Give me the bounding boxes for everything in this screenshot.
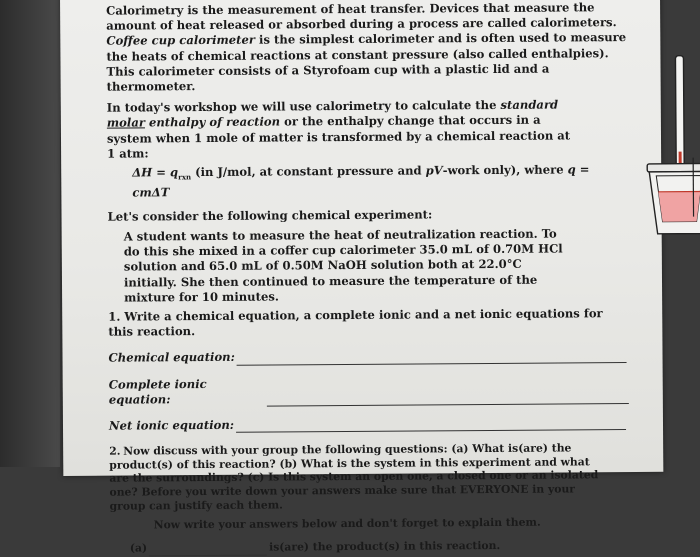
intro-text-1: Calorimetry is the measurement of heat transfer. Devices that measure the amount of heat released or absorbed during a process are called calorimeters.	[106, 0, 617, 33]
workshop-term-standard: standard	[500, 98, 558, 112]
workshop-term-molar: molar	[107, 116, 145, 130]
net-ionic-label: Net ionic equation:	[109, 418, 234, 434]
background-edge	[0, 0, 60, 467]
equation-q: q = cmΔT	[132, 162, 589, 199]
answer-a-text: is(are) the product(s) in this reaction.	[269, 538, 500, 555]
intro-paragraph	[106, 0, 627, 95]
intro-text-2: is the simplest calorimeter and is often used to measure the heats of chemical reactions at constant pressure (also called enthalpies). This calorimeter consists of a Styrofoam cup with a plastic lid and a thermometer.	[106, 30, 626, 93]
workshop-text-1: In today's workshop we will use calorimetry to calculate the	[107, 98, 501, 115]
equation-sub: rxn	[178, 172, 191, 181]
worksheet-page	[60, 0, 663, 476]
question-2	[109, 441, 609, 512]
net-ionic-blank[interactable]	[236, 418, 626, 433]
equation-end: -work only), where	[443, 162, 568, 177]
equation-pv: pV	[426, 163, 443, 177]
worksheet-content	[106, 0, 630, 556]
answer-a-blank[interactable]	[149, 543, 267, 556]
complete-ionic-row	[109, 374, 629, 408]
workshop-paragraph	[107, 98, 577, 162]
enthalpy-equation	[132, 162, 627, 200]
workshop-text-2: or the enthalpy change that occurs in a system when 1 mole of matter is transformed by a chemical reaction at 1 atm:	[107, 113, 570, 160]
consider-heading: Let's consider the following chemical experiment:	[107, 206, 627, 225]
equation-mid: (in J/mol, at constant pressure and	[191, 163, 426, 179]
question-2-number: 2.	[109, 445, 123, 459]
question-1: 1. Write a chemical equation, a complete ionic and a net ionic equations for this reaction.	[108, 306, 628, 340]
experiment-description: A student wants to measure the heat of neutralization reaction. To do this she mixed in a coffer cup calorimeter 35.0 mL of 0.70M HCl solution and 65.0 mL of 0.50M NaOH solution both at 22.0°C initially. She then continued to measure the temperature of the mixture for 10 minutes.	[124, 226, 565, 305]
answer-a-row	[130, 537, 630, 556]
net-ionic-row	[109, 415, 629, 434]
write-instruction: Now write your answers below and don't forget to explain them.	[154, 514, 630, 533]
chemical-equation-label: Chemical equation:	[108, 350, 234, 366]
answer-a-label: (a)	[130, 541, 147, 556]
equation-lhs: ΔH = q	[132, 165, 178, 179]
coffee-cup-calorimeter-icon	[642, 51, 700, 241]
question-2-text: Now discuss with your group the following questions: (a) What is(are) the product(s) of this reaction? (b) What is the system in this experiment and what are the surroundings? (c) Is this system an open one, a closed one or an isolated one? Before you write down your answers make sure that EVERYONE in your group can justify each them.	[109, 442, 598, 513]
intro-term: Coffee cup calorimeter	[106, 33, 255, 48]
complete-ionic-blank[interactable]	[267, 392, 629, 407]
chemical-equation-row	[108, 347, 628, 366]
workshop-term-enthalpy: enthalpy of reaction	[145, 115, 280, 130]
chemical-equation-blank[interactable]	[237, 351, 627, 366]
complete-ionic-label: Complete ionic equation:	[109, 376, 265, 407]
